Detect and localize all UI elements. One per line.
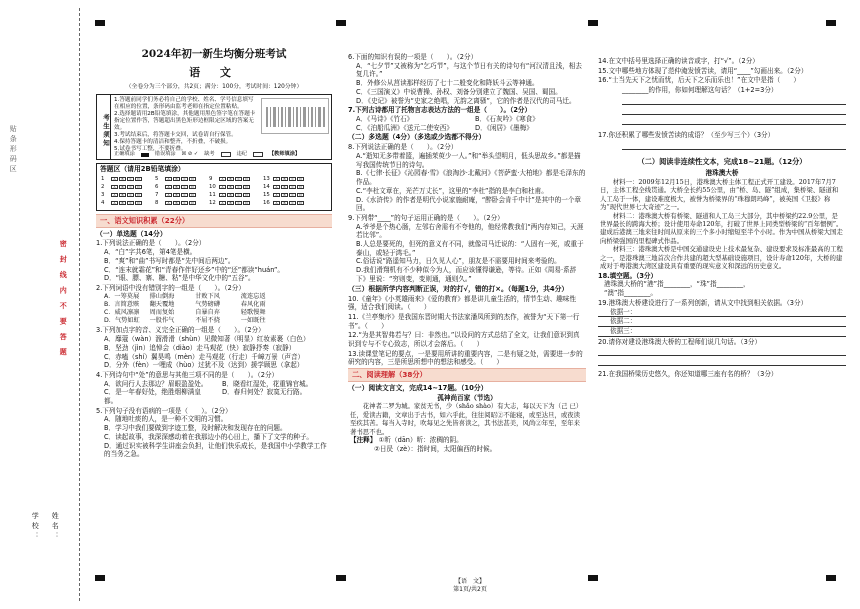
question-9 <box>348 214 586 284</box>
answer-bubble[interactable]: A <box>165 193 172 197</box>
section-header: （二）阅读非连续性文本，完成18~21题。（12分） <box>637 156 807 166</box>
basis-2[interactable]: 依据二： <box>598 317 846 327</box>
question-16: 16.“士当先天下之忧而忧，后天下之乐而乐也！”在文中是指（ ） <box>598 76 800 85</box>
answer-line[interactable] <box>622 142 846 150</box>
answer-bubble[interactable]: C <box>127 185 134 189</box>
answer-number: 9 <box>209 176 213 182</box>
answer-number: 10 <box>209 184 216 191</box>
answer-row <box>263 200 317 207</box>
option: D．“眼、膘、寨、糖、粘”是中华文化中的“五谷”。 <box>104 274 255 283</box>
answer-number: 8 <box>155 200 159 207</box>
notice-item: 2.选择题请用2B铅笔填涂，其他题用黑色签字笔在答题卡指定位置作答，答题超出黑色矩形边框限定区域的答案无效。 <box>114 110 256 131</box>
option: B．学习中我们要做到字迹工整，及时解决和发现存在的问题。 <box>104 424 287 433</box>
word-cell: 春风化雨 <box>240 300 266 308</box>
question-10: 10.《童年》《小英雄雨来》《爱的教育》都是讲儿童生活的，情节生动、趣味性强，适合我们阅读。（ ） <box>348 294 577 312</box>
material-2: 材料二：港珠澳大桥有桥梁、隧道和人工岛三大部分，其中桥梁约22.9公里，是世界最长的跨海大桥；设计使用寿命120年，打破了世界上同类型桥梁的“百年惯例”。建成后港澳三地来往时间从原来的三个多小时缩短至半个小时。作为中国从桥梁大国走向桥梁强国的里程碑式作品。 <box>600 211 843 245</box>
name-field[interactable]: 姓名： <box>51 512 60 542</box>
exam-info: （全卷分为三个部分，共2页；满分：100分，考试时间：120分钟） <box>125 84 303 90</box>
answer-number: 11 <box>209 192 216 199</box>
question-stem: 2.下列词语中没有错别字的一组是（ ）。（2分） <box>96 283 245 292</box>
answer-number: 15 <box>263 192 270 199</box>
answer-bubble[interactable]: B <box>173 201 180 205</box>
question-18: 18.填空题。（3分） <box>598 271 658 280</box>
school-field[interactable]: 学校： <box>31 512 40 542</box>
wrong-fill-label: 错误填涂 <box>154 151 176 158</box>
word-cell: 流连忘返 <box>240 292 266 300</box>
answer-bubble[interactable]: A <box>219 201 226 205</box>
answer-row <box>155 200 209 207</box>
answer-bubble[interactable]: A <box>165 201 172 205</box>
candidate-notice <box>96 94 332 160</box>
answer-bubble[interactable]: C <box>235 177 242 181</box>
word-cell: 气势磅礴 <box>195 300 220 308</box>
section-header: 二、阅读理解（38分） <box>348 368 586 382</box>
option: B．外修公从莒读那样经历了七十二般变化和降妖斗云等神通。 <box>356 79 539 88</box>
answer-row <box>155 176 209 183</box>
word-cell: 不屈不挠 <box>195 317 220 325</box>
answer-number: 1 <box>101 176 105 182</box>
answer-bubble[interactable]: B <box>119 185 126 189</box>
filled-box-icon <box>141 153 149 157</box>
answer-bubble[interactable]: C <box>289 185 296 189</box>
registration-mark <box>95 20 105 26</box>
notice-item: 5.试卷书写工整，不要折叠。 <box>114 145 187 152</box>
answer-number: 2 <box>101 184 105 191</box>
answer-bubble[interactable]: B <box>173 177 180 181</box>
registration-mark <box>95 575 105 581</box>
registration-mark <box>336 20 346 26</box>
answer-row <box>101 176 155 183</box>
answer-bubble[interactable]: A <box>165 185 172 189</box>
answer-bubble[interactable]: C <box>181 193 188 197</box>
answer-bubble[interactable]: A <box>273 193 280 197</box>
answer-bubble[interactable]: D <box>189 201 196 205</box>
option: D．分外（fèn）一哩成（hùo）过犹不及（达到）援学顾思（拿起） <box>104 361 304 370</box>
question-7 <box>348 106 586 132</box>
word-cell: 自暴自弃 <box>195 309 220 317</box>
question-stem: 8.下列说法正确的是（ ）。（2分） <box>348 143 458 152</box>
answer-bubble[interactable]: D <box>135 177 142 181</box>
option: A.爷爷是个热心肠，左邻右舍需有不夸他的，他经常教我们“两内存知己，天涯若比邻”。 <box>356 222 584 240</box>
word-table <box>96 293 332 326</box>
answer-bubble[interactable]: A <box>165 177 172 181</box>
answer-row <box>101 200 155 207</box>
answer-bubble[interactable]: C <box>289 177 296 181</box>
option: C.俗话说“路遥知马力，日久见人心”，朋友是不需要用时间来考验的。 <box>356 257 561 266</box>
answer-sheet <box>96 163 332 211</box>
answer-bubble[interactable]: D <box>243 193 250 197</box>
answer-bubble[interactable]: D <box>135 201 142 205</box>
question-11: 11.《兰亭集序》是我国东晋时期大书法家潘凤所到的杰作，被誉为“天下第一行书”。（ ） <box>348 312 580 330</box>
answer-bubble[interactable]: D <box>297 201 304 205</box>
question-21: 21.在我国桥梁历史悠久，你还知道哪三座有名的桥？（3分） <box>598 370 778 379</box>
answer-bubble[interactable]: B <box>281 201 288 205</box>
notice-item: 4.保持答题卡的清洁和整齐，不折叠，不破损。 <box>114 138 232 145</box>
question-stem: 4.下列诗句中“处”的意思与其他三项不同的是（ ）。（2分） <box>96 370 279 379</box>
answer-bubble[interactable]: B <box>227 201 234 205</box>
discipline-label: 违纪 <box>236 151 247 158</box>
answer-number: 12 <box>209 200 216 207</box>
subsection-title: （一）单选题（14分） <box>96 229 167 238</box>
answer-number: 6 <box>155 184 159 191</box>
option: D.《水浒传》的作者是明代小说家施耐庵，“醉卧会肯千中计”是其中的一个章回。 <box>356 195 582 213</box>
question-13: 13.读课堂笔记的要点，一是要用所讲的重要内容，二是有疑之处，需要进一步的研究的内容，三是所思所想中的想法和感受。（ ） <box>348 349 583 367</box>
question-18-a: 港珠澳大桥的“港”指________，“珠”指________， <box>604 280 750 289</box>
question-stem: 5.下列句子没有语病的一项是（ ）。（2分） <box>96 406 232 415</box>
answer-row <box>209 192 263 199</box>
answer-bubble[interactable]: A <box>273 185 280 189</box>
registration-mark <box>588 20 598 26</box>
answer-number: 13 <box>263 176 270 182</box>
answer-bubble[interactable]: C <box>181 177 188 181</box>
question-stem: 7.下列古诗都用了托物言志表达方法的一组是（ ）。（2分） <box>348 106 532 115</box>
answer-row <box>155 192 209 199</box>
column-1 <box>96 213 332 459</box>
option: D．通过识实被科学生讲座会负担，让他们快乐成长，是我国中小学教学工作的当务之急。 <box>104 441 327 459</box>
word-cell: 甘败下风 <box>195 292 220 300</box>
question-4 <box>96 371 332 406</box>
option: C．《泊船瓜洲》《送元二使安西》 <box>356 123 453 132</box>
question-1 <box>96 239 332 283</box>
registration-mark <box>336 575 346 581</box>
option: C．读起故事，我深深感动着在我那边小的心田上，播下了文学的种子。 <box>104 432 314 441</box>
section-header: 一、语文知识积累（22分） <box>96 214 332 228</box>
answer-bubble[interactable]: B <box>227 177 234 181</box>
column-3 <box>598 56 846 379</box>
answer-bubble[interactable]: B <box>227 193 234 197</box>
question-3 <box>96 326 332 370</box>
note-2: ②日昃（zè）：指时间，太阳偏西的时候。 <box>374 444 497 453</box>
question-16-cont: ________的作用，你如何理解这句话？（1+2=3分） <box>622 86 778 95</box>
answer-bubble[interactable]: D <box>297 177 304 181</box>
answer-bubble[interactable]: A <box>111 177 118 181</box>
option: C．“连末就霜花”和“青春作伴好还乡”中的“还”都读“huán”。 <box>104 265 285 274</box>
footer-subject: 【语 文】 <box>454 578 485 585</box>
answer-bubble[interactable]: B <box>119 201 126 205</box>
question-17: 17.你还积累了哪些发愤苦读的成语？（至少写三个）（3分） <box>598 130 775 139</box>
question-12: 12.“为是其智弗若与？曰：非然也。”以设问的方式总结了全文，让我们意识到真识到专与不专心致志，所以才会落后。（ ） <box>348 331 580 349</box>
option: D．《史记》被誉为“史家之绝唱，无韵之离骚”，它的作者是汉代的司马迁。 <box>356 96 576 105</box>
answer-bubble[interactable]: B <box>119 193 126 197</box>
answer-bubble[interactable]: D <box>243 201 250 205</box>
answer-number: 7 <box>155 192 159 199</box>
word-cell: 轻歌慢舞 <box>240 309 266 317</box>
column-2 <box>348 52 586 454</box>
answer-line[interactable] <box>622 117 846 125</box>
answer-row <box>101 184 155 191</box>
option: B．“爽”和“曲”书写时都是“先中间后两边”。 <box>104 256 235 265</box>
question-stem: 1.下列说法正确的是（ ）。（2分） <box>96 239 206 248</box>
question-18-b: “澳”指________。 <box>604 289 657 298</box>
answer-bubble[interactable]: D <box>189 185 196 189</box>
answer-bubble[interactable]: C <box>127 177 134 181</box>
absent-label: 缺考 <box>204 151 215 158</box>
answer-bubble[interactable]: C <box>181 185 188 189</box>
question-14: 14.在文中括号里选择正确的读音或字，打“√”。（2分） <box>598 57 759 65</box>
option: A．欲问行人去那边？眉眼盈盈处。 <box>104 379 208 388</box>
answer-bubble[interactable]: B <box>281 185 288 189</box>
answer-bubble[interactable]: B <box>173 185 180 189</box>
answer-bubble[interactable]: D <box>189 193 196 197</box>
answer-bubble[interactable]: C <box>235 201 242 205</box>
barcode-zone-label: 贴条形码区 <box>9 125 18 175</box>
question-6 <box>348 53 586 105</box>
answer-row <box>263 176 317 183</box>
answer-grid <box>101 176 317 208</box>
answer-bubble[interactable]: A <box>111 185 118 189</box>
answer-bubble[interactable]: C <box>127 193 134 197</box>
answer-line[interactable] <box>622 97 846 105</box>
answer-bubble[interactable]: D <box>243 185 250 189</box>
subsection-title: （三）根据所学内容判断正误，对的打√，错的打×。（每题1分，共4分） <box>348 284 569 293</box>
word-cell: A．一筹莫展 <box>104 292 140 300</box>
registration-mark <box>826 575 836 581</box>
answer-row <box>209 184 263 191</box>
word-cell: 一股作气 <box>149 317 175 325</box>
answer-line[interactable] <box>598 348 846 356</box>
option: C．赤嗑（shí）翼昊鸣（mèn）走马观花（行走）千嶂万景（声音） <box>104 352 305 361</box>
answer-row <box>263 184 317 191</box>
notice-item: 3.考试结束后，将答题卡交回，试卷请自行保管。 <box>114 131 237 138</box>
option: D．《闲居》《墨梅》 <box>475 123 533 132</box>
answer-row <box>155 184 209 191</box>
answer-bubble[interactable]: B <box>281 193 288 197</box>
basis-3[interactable]: 依据三： <box>598 327 846 337</box>
answer-line[interactable] <box>598 358 846 366</box>
word-cell: 周而复始 <box>149 309 175 317</box>
word-cell: 翻天覆地 <box>149 300 175 308</box>
question-stem: 3.下列加点字的音、义完全正确的一组是（ ）。（2分） <box>96 326 265 335</box>
answer-bubble[interactable]: A <box>111 201 118 205</box>
notice-items <box>114 97 257 153</box>
option: A．靡蔻（wàn）溜滑滑（shùn）见微知著（明显）红妆素裹（白色） <box>104 335 310 344</box>
answer-bubble[interactable]: D <box>135 193 142 197</box>
option: A．《马诗》《竹石》 <box>356 114 414 123</box>
question-2 <box>96 284 332 325</box>
word-cell: 一如既往 <box>240 317 266 325</box>
answer-row <box>209 200 263 207</box>
option: C．《三国演义》中说曹操、孙权、刘备分别建立了魏国、吴国、蜀国。 <box>356 87 562 96</box>
notice-item: 1.答题前同学们务必将自己的学校、姓名、学号信息填写在相应的位置，条形码由监考老师在指定位置粘贴。 <box>114 97 254 110</box>
word-cell: 排山倒海 <box>149 292 175 300</box>
absent-checkbox[interactable] <box>221 152 231 157</box>
exam-title: 2024年初一新生均衡分班考试 <box>141 48 287 60</box>
answer-bubble[interactable]: D <box>297 185 304 189</box>
notice-label: 考生须知 <box>97 95 111 159</box>
note-label: 【注释】 <box>350 436 377 445</box>
answer-bubble[interactable]: A <box>273 177 280 181</box>
answer-bubble[interactable]: A <box>111 193 118 197</box>
answer-number: 3 <box>101 192 105 199</box>
basis-1[interactable]: 依据一： <box>598 308 846 318</box>
answer-bubble[interactable]: B <box>281 177 288 181</box>
page-footer <box>410 578 530 594</box>
material-1: 材料一：2009年12月15日，港珠澳大桥主体工程正式开工建设。2017年7月7日，主体工程全线贯通。大桥全长约55公里，由“桥、岛、隧”组成，集桥梁、隧道和人工岛于一体，建设难度极大，被誉为桥梁界的“珠穆朗玛峰”，被英国《卫报》称为“现代世界七大奇迹”之一。 <box>600 177 839 212</box>
answer-bubble[interactable]: D <box>297 193 304 197</box>
answer-bubble[interactable]: C <box>289 201 296 205</box>
question-5 <box>96 407 332 459</box>
answer-bubble[interactable]: A <box>219 177 226 181</box>
answer-number: 14 <box>263 184 270 191</box>
wrong-fill-icon: ☒ ⊘ ✓ <box>181 151 199 158</box>
option: C.“李杜文章在，光芒万丈长”，这里的“李杜”指的是李白和杜甫。 <box>356 186 548 195</box>
fill-legend <box>114 151 329 158</box>
answer-bubble[interactable]: C <box>235 193 242 197</box>
option: A．随地吐痰的人，是一种不文明的习惯。 <box>104 415 228 424</box>
option: D．春归何处？寂寞无行路。 <box>222 388 307 397</box>
option: C．是一年春好处，绝胜烟柳满皇都。 <box>104 388 201 406</box>
answer-bubble[interactable]: D <box>243 177 250 181</box>
binding-gutter <box>0 0 92 609</box>
seal-line-warning: 密 封 线 内 不 要 答 题 <box>59 240 68 359</box>
option: A.“逝知无多带着篮，遍插茱萸少一人。”和“举头望明月，低头思故乡。”都是描写我国传统节日的诗句。 <box>356 152 581 169</box>
material-title: 港珠澳大桥 <box>705 169 739 178</box>
answer-sheet-title: 答题区（请用2B铅笔填涂） <box>100 165 185 173</box>
answer-bubble[interactable]: C <box>127 201 134 205</box>
answer-bubble[interactable]: A <box>219 193 226 197</box>
question-stem: 6.下面的知识有误的一项是（ ）。（2分） <box>348 53 478 61</box>
option: B.《七律·长征》《沁园春·雪》《浪淘沙·北戴河》《菩萨蛮·大柏地》都是毛泽东的作品。 <box>356 169 586 187</box>
option: B．晓看红湿处，花重锦官城。 <box>222 379 313 388</box>
question-15: 15.文中哪些地方体现了范仲淹发愤苦读，请用“____”勾画出来。（2分） <box>598 66 808 75</box>
answer-bubble[interactable]: C <box>181 201 188 205</box>
option: B．坚劲（jìn）追悼会（diào）走马观花（快）寂静抒奏（寂静） <box>104 343 296 352</box>
answer-bubble[interactable]: A <box>273 201 280 205</box>
word-cell: C．威风凛凛 <box>104 309 140 317</box>
answer-number: 5 <box>155 176 159 182</box>
answer-bubble[interactable]: D <box>189 177 196 181</box>
note-1: ①昕（dān）昕：浓稠的阴。 <box>378 436 463 445</box>
answer-row <box>101 192 155 199</box>
answer-bubble[interactable]: B <box>119 177 126 181</box>
option: A．“七夕节”又被称为“乞巧节”，与这个节日有关的诗句有“河汉清且浅，相去复几许。” <box>356 61 582 79</box>
subject-title: 语 文 <box>189 66 239 79</box>
answer-row <box>263 192 317 199</box>
answer-row <box>209 176 263 183</box>
proctor-label: 【教师填涂】 <box>268 151 301 158</box>
material-3: 材料三：港珠澳大桥是中国交通建设史上技术最复杂、建设要求及标准最高的工程之一，是港珠澳三地首次合作共建的超大型基础设施项目，设计寿命120年，大桥的建成对于粤港澳大湾区建设具有重要的现实意义和深远的历史意义。 <box>600 245 843 271</box>
registration-mark <box>826 20 836 26</box>
answer-bubble[interactable]: D <box>135 185 142 189</box>
passage-text: 花神者二罗为城。家贫无书，少（shǎo shào）有大志，每以天下为（己 已）任，爱读古籍，文章出于古书，如六乎此，往往阅昭②不能寝，或至达旦，或夜读至疾其苦。每当入寺时，吹每见之先皆喜读之，其书法甚美，风尚②年至，至年来著书思不也。 <box>350 402 583 436</box>
answer-bubble[interactable]: B <box>173 193 180 197</box>
answer-bubble[interactable]: C <box>235 185 242 189</box>
subsection-title: （二）多选题（4分）（多选或少选都不得分） <box>348 133 486 142</box>
answer-line[interactable] <box>622 107 846 115</box>
option: B.人总是要死的，但死的意义有不同，就像司马迁说的：“人固有一死，或重于泰山，或轻于鸿毛。” <box>356 240 584 257</box>
discipline-checkbox[interactable] <box>253 152 263 157</box>
word-cell: D．气势如虹 <box>104 317 140 325</box>
correct-fill-label: 正确填涂 <box>114 151 135 158</box>
option: B．《石灰吟》《寒食》 <box>475 114 539 123</box>
answer-bubble[interactable]: B <box>227 185 234 189</box>
question-8 <box>348 143 586 213</box>
answer-bubble[interactable]: C <box>289 193 296 197</box>
answer-bubble[interactable]: A <box>219 185 226 189</box>
page-number: 第1页/共2页 <box>453 585 487 593</box>
subsection-title: （一）阅读文言文，完成14~17题。（10分） <box>348 383 488 392</box>
word-cell: B．言简意赅 <box>104 300 140 308</box>
answer-number: 16 <box>263 200 270 207</box>
question-stem: 9.下列带“____”的句子运用正确的是（ ）。（2分） <box>348 213 504 222</box>
answer-number: 4 <box>101 200 105 207</box>
option: D.我们滑翔机有不少种似今为人，而应该懂得谦逊，等待。正如《周易·系辞下》里说：“穷则变，变则通，通则久。” <box>356 266 577 283</box>
question-19: 19.港珠澳大桥建设进行了一系列创新，请从文中找到相关依据。（3分） <box>598 298 808 307</box>
option: A．“白”字共6笔，第4笔是横。 <box>104 248 197 257</box>
seal-cut-line <box>79 8 80 601</box>
question-20: 20.请你对建设港珠澳大桥的工程师们说几句话。（3分） <box>598 337 762 346</box>
passage-title: 孤神尚百家（节选） <box>437 393 497 402</box>
barcode-area <box>261 98 329 134</box>
registration-mark <box>588 575 598 581</box>
